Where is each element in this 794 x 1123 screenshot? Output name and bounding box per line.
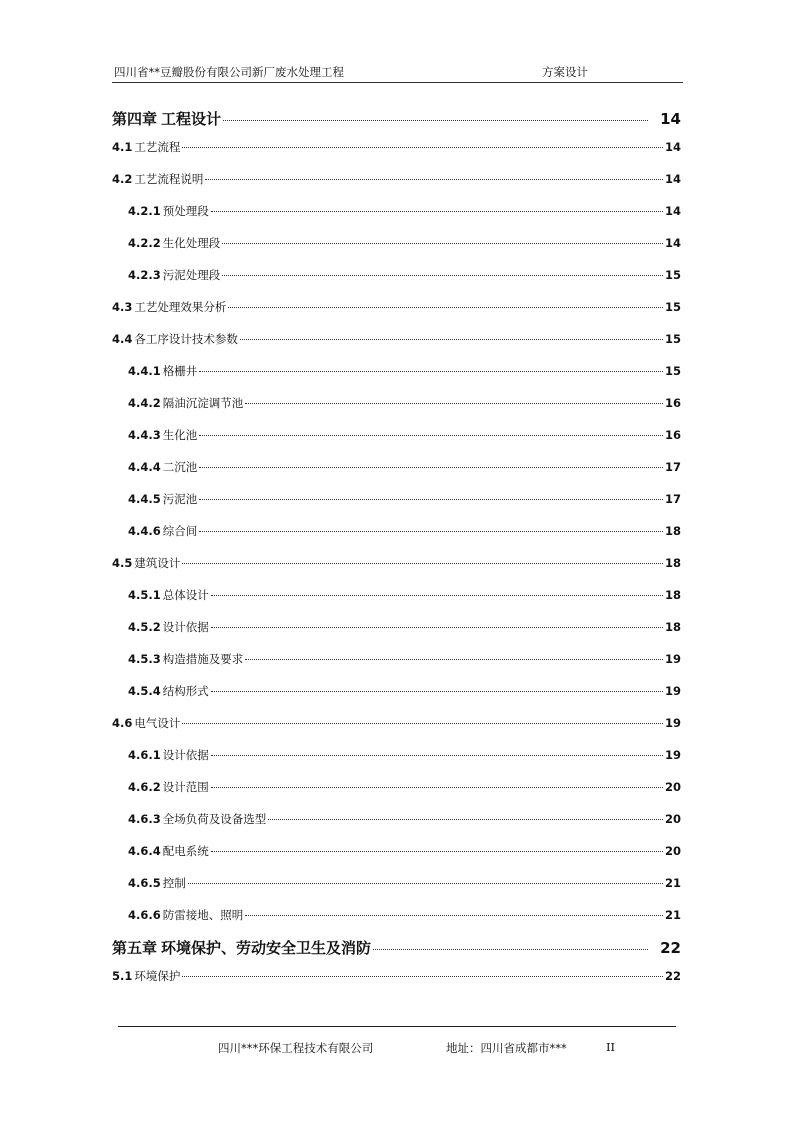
toc-entry[interactable]: [112, 139, 681, 155]
toc-entry[interactable]: [128, 459, 681, 475]
toc-dot-leader: [199, 498, 663, 500]
toc-dot-leader: [245, 402, 663, 404]
toc-entry-number: 4.2.1: [128, 204, 161, 218]
toc-entry-title: 电气设计: [134, 716, 181, 730]
toc-entry-page: 15: [664, 300, 681, 314]
footer-divider: [118, 1026, 676, 1027]
toc-entry-number: 4.6.5: [128, 876, 161, 890]
toc-entry[interactable]: [128, 811, 681, 827]
toc-entry-number: 第四章: [112, 110, 158, 128]
toc-entry[interactable]: [128, 235, 681, 251]
toc-entry-number: 4.1: [112, 140, 133, 154]
toc-dot-leader: [211, 690, 663, 692]
toc-entry-title: 防雷接地、照明: [162, 908, 244, 922]
toc-entry[interactable]: [112, 299, 681, 315]
toc-entry-title: 设计范围: [162, 780, 209, 794]
toc-entry[interactable]: [128, 875, 681, 891]
toc-entry-title: 综合间: [162, 524, 198, 538]
toc-entry[interactable]: [128, 619, 681, 635]
toc-entry-page: 21: [664, 908, 681, 922]
toc-dot-leader: [223, 119, 648, 121]
toc-entry-page: 19: [664, 716, 681, 730]
toc-entry[interactable]: [128, 843, 681, 859]
toc-entry-number: 4.5.2: [128, 620, 161, 634]
toc-entry[interactable]: [128, 491, 681, 507]
toc-entry-title: 工艺流程: [134, 140, 181, 154]
toc-entry-page: 20: [664, 844, 681, 858]
toc-entry-page: 14: [660, 110, 681, 128]
toc-entry-title: 生化处理段: [162, 236, 221, 250]
toc-entry-number: 4.6.6: [128, 908, 161, 922]
toc-entry-number: 4.4.5: [128, 492, 161, 506]
footer-page-number: II: [606, 1040, 616, 1054]
toc-entry-title: 建筑设计: [134, 556, 181, 570]
toc-dot-leader: [268, 818, 663, 820]
toc-entry-page: 19: [664, 748, 681, 762]
toc-entry[interactable]: [128, 747, 681, 763]
toc-entry[interactable]: [128, 683, 681, 699]
toc-entry-page: 17: [664, 492, 681, 506]
toc-entry[interactable]: [128, 395, 681, 411]
toc-entry[interactable]: [112, 968, 681, 984]
toc-dot-leader: [228, 306, 663, 308]
toc-entry-page: 14: [664, 172, 681, 186]
toc-entry-page: 17: [664, 460, 681, 474]
toc-dot-leader: [182, 975, 663, 977]
toc-entry-title: 各工序设计技术参数: [134, 332, 238, 346]
toc-entry[interactable]: [128, 651, 681, 667]
toc-entry-page: 14: [664, 204, 681, 218]
toc-entry-page: 15: [664, 364, 681, 378]
header-project-title: 四川省**豆瓣股份有限公司新厂废水处理工程: [114, 65, 344, 79]
toc-entry-number: 4.4.1: [128, 364, 161, 378]
toc-entry-number: 4.5.3: [128, 652, 161, 666]
toc-entry-number: 4.2: [112, 172, 133, 186]
toc-entry-page: 15: [664, 268, 681, 282]
toc-dot-leader: [211, 786, 663, 788]
toc-entry-number: 4.3: [112, 300, 133, 314]
toc-entry-title: 结构形式: [162, 684, 209, 698]
toc-entry-page: 19: [664, 684, 681, 698]
toc-entry-page: 21: [664, 876, 681, 890]
toc-entry-page: 20: [664, 780, 681, 794]
toc-dot-leader: [211, 626, 663, 628]
toc-entry-number: 4.2.3: [128, 268, 161, 282]
toc-dot-leader: [211, 850, 663, 852]
toc-entry-page: 19: [664, 652, 681, 666]
toc-chapter-entry[interactable]: [112, 937, 681, 958]
toc-entry-number: 4.4.4: [128, 460, 161, 474]
toc-dot-leader: [199, 530, 663, 532]
toc-entry[interactable]: [128, 587, 681, 603]
toc-entry-title: 工程设计: [161, 110, 222, 128]
toc-entry-page: 18: [664, 620, 681, 634]
toc-entry-title: 全场负荷及设备选型: [162, 812, 267, 826]
toc-entry[interactable]: [128, 267, 681, 283]
toc-entry-title: 构造措施及要求: [162, 652, 244, 666]
toc-dot-leader: [245, 658, 663, 660]
toc-entry-title: 环境保护、劳动安全卫生及消防: [161, 939, 372, 957]
toc-entry-title: 工艺处理效果分析: [134, 300, 227, 314]
toc-entry-page: 18: [664, 556, 681, 570]
toc-entry-title: 隔油沉淀调节池: [162, 396, 244, 410]
toc-entry-title: 总体设计: [162, 588, 209, 602]
toc-entry-number: 4.6.2: [128, 780, 161, 794]
toc-entry-number: 4.5.4: [128, 684, 161, 698]
toc-entry-number: 4.5.1: [128, 588, 161, 602]
toc-entry-page: 14: [664, 236, 681, 250]
header-section-label: 方案设计: [542, 65, 588, 79]
toc-dot-leader: [222, 274, 663, 276]
footer-address: 地址：四川省成都市***: [446, 1041, 567, 1055]
toc-chapter-entry[interactable]: [112, 108, 681, 129]
toc-dot-leader: [199, 466, 663, 468]
toc-entry-number: 4.6.4: [128, 844, 161, 858]
toc-dot-leader: [182, 722, 663, 724]
toc-entry[interactable]: [128, 427, 681, 443]
toc-entry[interactable]: [128, 363, 681, 379]
toc-dot-leader: [205, 178, 663, 180]
toc-entry-number: 4.6.1: [128, 748, 161, 762]
toc-dot-leader: [245, 914, 663, 916]
toc-entry-title: 工艺流程说明: [134, 172, 204, 186]
toc-entry-number: 4.4.3: [128, 428, 161, 442]
toc-entry-title: 环境保护: [134, 969, 181, 983]
toc-entry-page: 18: [664, 588, 681, 602]
toc-entry-title: 设计依据: [162, 748, 209, 762]
toc-entry-title: 污泥池: [162, 492, 198, 506]
toc-dot-leader: [211, 754, 663, 756]
toc-dot-leader: [188, 882, 663, 884]
toc-entry-page: 18: [664, 524, 681, 538]
toc-entry-page: 15: [664, 332, 681, 346]
toc-dot-leader: [222, 242, 663, 244]
toc-entry[interactable]: [112, 715, 681, 731]
toc-entry[interactable]: [128, 523, 681, 539]
footer-company: 四川***环保工程技术有限公司: [218, 1041, 374, 1055]
toc-entry-title: 预处理段: [162, 204, 209, 218]
toc-entry[interactable]: [128, 907, 681, 923]
toc-dot-leader: [199, 370, 663, 372]
page-header: [112, 62, 683, 83]
toc-entry-number: 5.1: [112, 969, 133, 983]
toc-dot-leader: [211, 594, 663, 596]
toc-entry-page: 22: [664, 969, 681, 983]
toc-entry-number: 4.5: [112, 556, 133, 570]
toc-entry-title: 二沉池: [162, 460, 198, 474]
toc-entry-number: 4.2.2: [128, 236, 161, 250]
toc-dot-leader: [182, 562, 663, 564]
toc-entry-page: 14: [664, 140, 681, 154]
toc-entry[interactable]: [128, 203, 681, 219]
toc-entry-title: 生化池: [162, 428, 198, 442]
toc-entry-number: 4.4.2: [128, 396, 161, 410]
toc-entry-number: 4.6: [112, 716, 133, 730]
toc-entry-number: 4.6.3: [128, 812, 161, 826]
toc-entry-number: 4.4: [112, 332, 133, 346]
toc-entry-title: 格栅井: [162, 364, 198, 378]
toc-entry-title: 污泥处理段: [162, 268, 221, 282]
toc-entry[interactable]: [112, 555, 681, 571]
toc-entry-page: 16: [664, 428, 681, 442]
toc-dot-leader: [240, 338, 663, 340]
toc-entry[interactable]: [112, 331, 681, 347]
toc-dot-leader: [199, 434, 663, 436]
toc-dot-leader: [211, 210, 663, 212]
toc-entry-title: 配电系统: [162, 844, 209, 858]
toc-entry-number: 4.4.6: [128, 524, 161, 538]
toc-dot-leader: [182, 146, 663, 148]
toc-entry-page: 22: [660, 939, 681, 957]
toc-dot-leader: [373, 948, 648, 950]
toc-entry-page: 16: [664, 396, 681, 410]
toc-entry-title: 设计依据: [162, 620, 209, 634]
toc-entry-number: 第五章: [112, 939, 158, 957]
toc-entry[interactable]: [128, 779, 681, 795]
toc-entry[interactable]: [112, 171, 681, 187]
toc-entry-title: 控制: [162, 876, 186, 890]
toc-entry-page: 20: [664, 812, 681, 826]
